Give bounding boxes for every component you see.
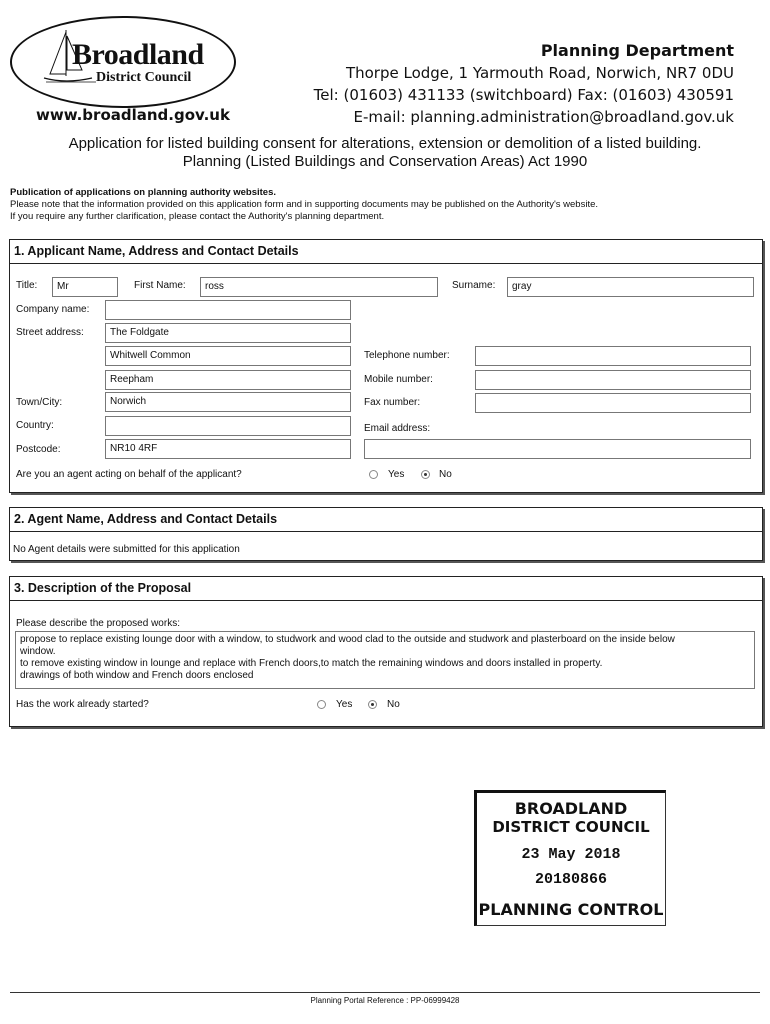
divider — [10, 531, 762, 532]
fax-field[interactable] — [475, 393, 751, 413]
publication-line2: If you require any further clarification, please contact the Authority's planning department. — [10, 211, 385, 222]
company-field[interactable] — [105, 300, 351, 320]
first-name-label: First Name: — [134, 280, 186, 291]
stamp-line: PLANNING CONTROL — [478, 900, 664, 919]
agent-yes-radio[interactable] — [369, 470, 378, 479]
started-yes-radio[interactable] — [317, 700, 326, 709]
street-line2-field[interactable]: Whitwell Common — [105, 346, 351, 366]
first-name-field[interactable]: ross — [200, 277, 438, 297]
section-proposal — [9, 576, 763, 727]
form-title — [0, 135, 770, 171]
agent-yes-label: Yes — [388, 469, 405, 480]
works-line: to remove existing window in lounge and replace with French doors,to match the remaining windows and doors installed in property. — [20, 658, 603, 669]
title-label: Title: — [16, 280, 38, 291]
agent-no-label: No — [439, 469, 452, 480]
department-email: E-mail: planning.administration@broadland.gov.uk — [353, 108, 734, 126]
title-field[interactable]: Mr — [52, 277, 118, 297]
section-agent — [9, 507, 763, 561]
department-phone: Tel: (01603) 431133 (switchboard) Fax: (01603) 430591 — [313, 86, 734, 104]
department-address: Thorpe Lodge, 1 Yarmouth Road, Norwich, NR7 0DU — [345, 64, 734, 82]
form-title-line1: Application for listed building consent for alterations, extension or demolition of a listed building. — [68, 135, 702, 152]
publication-notice — [10, 187, 598, 223]
stamp-line: BROADLAND — [514, 799, 628, 818]
department-title: Planning Department — [540, 41, 734, 60]
section-applicant — [9, 239, 763, 493]
works-line: drawings of both window and French doors enclosed — [20, 670, 254, 681]
street-label: Street address: — [16, 327, 84, 338]
postcode-field[interactable]: NR10 4RF — [105, 439, 351, 459]
country-label: Country: — [16, 420, 54, 431]
logo-subtitle: District Council — [96, 70, 192, 85]
town-label: Town/City: — [16, 397, 63, 408]
company-label: Company name: — [16, 304, 90, 315]
works-prompt: Please describe the proposed works: — [16, 618, 180, 629]
email-label: Email address: — [364, 423, 431, 434]
publication-heading: Publication of applications on planning authority websites. — [10, 187, 277, 198]
started-no-radio[interactable] — [368, 700, 377, 709]
telephone-label: Telephone number: — [364, 350, 450, 361]
stamp-reference: 20180866 — [534, 871, 607, 888]
works-description-field[interactable] — [15, 631, 755, 689]
surname-field[interactable]: gray — [507, 277, 754, 297]
mobile-label: Mobile number: — [364, 374, 433, 385]
works-line: window. — [20, 646, 56, 657]
started-yes-label: Yes — [336, 699, 353, 710]
section-heading: 3. Description of the Proposal — [14, 581, 192, 595]
fax-label: Fax number: — [364, 397, 421, 408]
publication-line1: Please note that the information provided on this application form and in supporting documents may be published on the Authority's website. — [10, 199, 599, 210]
section-heading: 2. Agent Name, Address and Contact Details — [14, 512, 278, 526]
started-question: Has the work already started? — [16, 699, 149, 710]
divider — [10, 263, 762, 264]
website-link[interactable]: www.broadland.gov.uk — [36, 106, 230, 124]
divider — [10, 600, 762, 601]
footer-divider — [10, 992, 760, 993]
surname-label: Surname: — [452, 280, 496, 291]
stamp-date: 23 May 2018 — [521, 846, 621, 863]
country-field[interactable] — [105, 416, 351, 436]
town-field[interactable]: Norwich — [105, 392, 351, 412]
agent-question: Are you an agent acting on behalf of the applicant? — [16, 469, 242, 480]
email-field[interactable] — [364, 439, 751, 459]
telephone-field[interactable] — [475, 346, 751, 366]
agent-details-text: No Agent details were submitted for this application — [13, 544, 240, 555]
logo-name: Broadland — [72, 38, 204, 71]
postcode-label: Postcode: — [16, 444, 61, 455]
works-line: propose to replace existing lounge door with a window, to studwork and wood clad to the outside and studwork and plasterboard on the inside below — [20, 634, 675, 645]
street-line1-field[interactable]: The Foldgate — [105, 323, 351, 343]
stamp-line: DISTRICT COUNCIL — [492, 818, 650, 836]
section-heading: 1. Applicant Name, Address and Contact Details — [14, 244, 299, 258]
received-stamp — [474, 790, 666, 926]
mobile-field[interactable] — [475, 370, 751, 390]
department-contact — [314, 40, 734, 128]
form-title-line2: Planning (Listed Buildings and Conservation Areas) Act 1990 — [182, 153, 588, 170]
started-no-label: No — [387, 699, 400, 710]
footer-reference: Planning Portal Reference : PP-06999428 — [310, 996, 460, 1005]
street-line3-field[interactable]: Reepham — [105, 370, 351, 390]
agent-no-radio[interactable] — [421, 470, 430, 479]
